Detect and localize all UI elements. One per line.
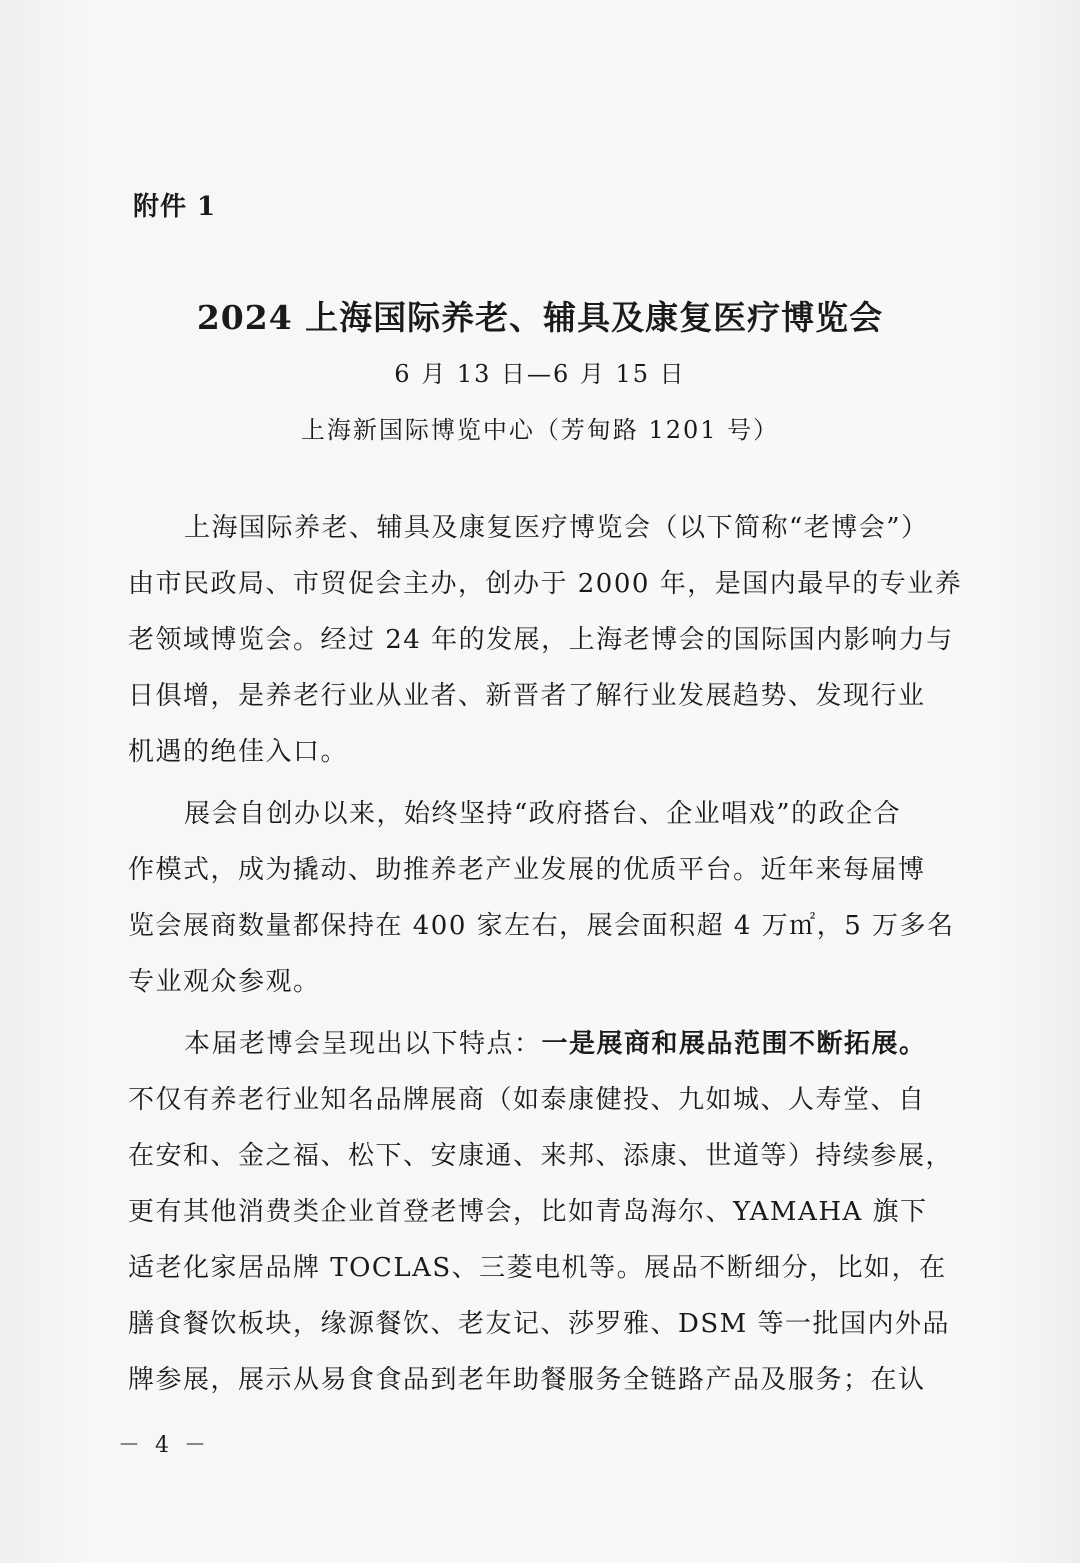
page-number: － 4 － [118, 1433, 210, 1458]
text-line: 在安和、金之福、松下、安康通、来邦、添康、世道等）持续参展， [128, 1141, 954, 1171]
text-line: 展会自创办以来，始终坚持“政府搭台、企业唱戏”的政企合 [184, 799, 902, 829]
paragraph-model [128, 786, 955, 1010]
text-line: 适老化家居品牌 TOCLAS、三菱电机等。展品不断细分，比如，在 [128, 1253, 947, 1283]
text-line: 牌参展，展示从易食食品到老年助餐服务全链路产品及服务；在认 [128, 1365, 926, 1395]
event-venue: 上海新国际博览中心（芳甸路 1201 号） [300, 416, 780, 444]
text-line [128, 1016, 940, 1072]
feature-highlight: 一是展商和展品范围不断拓展。 [541, 1029, 927, 1059]
document-title: 2024 上海国际养老、辅具及康复医疗博览会 [196, 298, 884, 337]
document-body [128, 500, 963, 1414]
text-line: 日俱增，是养老行业从业者、新晋者了解行业发展趋势、发现行业 [128, 681, 926, 711]
text-line: 更有其他消费类企业首登老博会，比如青岛海尔、YAMAHA 旗下 [128, 1197, 928, 1227]
text-line: 上海国际养老、辅具及康复医疗博览会（以下简称“老博会”） [184, 513, 929, 543]
text-line: 由市民政局、市贸促会主办，创办于 2000 年，是国内最早的专业养 [128, 569, 963, 599]
paragraph-intro [128, 500, 963, 780]
text-line: 作模式，成为撬动、助推养老产业发展的优质平台。近年来每届博 [128, 855, 926, 885]
text-line: 膳食餐饮板块，缘源餐饮、老友记、莎罗雅、DSM 等一批国内外品 [128, 1309, 951, 1339]
text-line: 专业观众参观。 [128, 967, 321, 997]
text-line: 老领域博览会。经过 24 年的发展，上海老博会的国际国内影响力与 [128, 625, 954, 655]
text-line: 不仅有养老行业知名品牌展商（如泰康健投、九如城、人寿堂、自 [128, 1085, 926, 1115]
text-line: 览会展商数量都保持在 400 家左右，展会面积超 4 万㎡，5 万多名 [128, 911, 955, 941]
event-dates: 6 月 13 日—6 月 15 日 [394, 360, 686, 388]
paragraph-features [128, 1016, 954, 1408]
text-line: 机遇的绝佳入口。 [128, 737, 349, 767]
attachment-label: 附件 1 [133, 192, 217, 222]
feature-intro: 本届老博会呈现出以下特点： [184, 1029, 542, 1059]
